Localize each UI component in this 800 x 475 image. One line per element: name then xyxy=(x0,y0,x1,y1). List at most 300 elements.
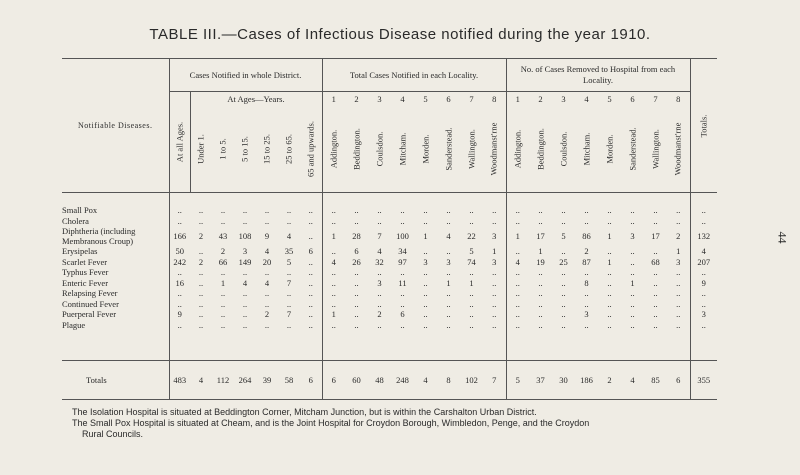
hosp-num-1: 1 xyxy=(515,94,520,104)
table-cell: .. xyxy=(331,246,336,257)
table-cell: 207 xyxy=(697,256,711,267)
table-cell: 22 xyxy=(467,231,476,241)
table-cell: .. xyxy=(701,205,706,216)
table-cell: 1 xyxy=(446,277,451,288)
table-cell: .. xyxy=(354,205,359,216)
table-cell: .. xyxy=(469,215,474,226)
table-cell: .. xyxy=(483,299,506,310)
table-cell: .. xyxy=(515,319,520,330)
table-cell: .. xyxy=(607,246,612,257)
table-cell: 4 xyxy=(190,361,212,400)
totals-col-label: Totals. xyxy=(698,114,709,137)
table-cell: .. xyxy=(515,277,520,288)
locality-col-4 xyxy=(414,106,437,193)
loc-num-2: 2 xyxy=(354,94,359,104)
table-cell: .. xyxy=(561,288,566,299)
locality-col-6 xyxy=(460,106,483,193)
table-cell: 35 xyxy=(284,246,294,257)
table-cell: .. xyxy=(377,298,382,309)
table-cell: .. xyxy=(354,309,359,320)
table-row xyxy=(62,226,717,246)
table-cell: .. xyxy=(242,205,248,216)
loc-num-6: 6 xyxy=(446,94,451,104)
locality-col-1 xyxy=(345,106,368,193)
table-cell: .. xyxy=(400,298,405,309)
table-cell: 4 xyxy=(414,361,437,400)
table-cell: .. xyxy=(584,215,589,226)
hospital-col-1 xyxy=(529,106,552,193)
table-cell: 68 xyxy=(651,256,660,267)
age-col-0 xyxy=(190,106,212,193)
table-cell: 7 xyxy=(286,277,292,288)
all-ages-label: At all Ages. xyxy=(174,121,184,163)
table-cell: .. xyxy=(667,288,690,299)
table-cell: .. xyxy=(469,319,474,330)
table-cell: .. xyxy=(607,288,612,299)
table-cell: .. xyxy=(630,205,635,216)
table-cell: .. xyxy=(300,216,322,227)
table-cell: 11 xyxy=(398,277,407,288)
table-cell: 6 xyxy=(667,361,690,400)
table-cell: .. xyxy=(198,319,204,330)
table-cell: .. xyxy=(264,205,270,216)
table-cell: .. xyxy=(331,267,336,278)
age-col-5 xyxy=(300,106,322,193)
footnote-isolation-hospital: The Isolation Hospital is situated at Beddington Corner, Mitcham Junction, but is within the Carshalton Urban District. xyxy=(72,407,537,417)
table-cell: .. xyxy=(653,215,658,226)
disease-name: Enteric Fever xyxy=(62,278,169,289)
table-cell: .. xyxy=(469,309,474,320)
table-cell: 483 xyxy=(169,361,190,400)
table-cell: 3 xyxy=(377,277,382,288)
table-cell: 1 xyxy=(331,309,336,320)
table-cell: .. xyxy=(423,298,428,309)
disease-name: Scarlet Fever xyxy=(62,257,169,268)
footnote-smallpox-hospital: The Small Pox Hospital is situated at Cheam, and is the Joint Hospital for Croydon Borough, Wimbledon, Penge, and the Croydon xyxy=(72,418,590,428)
table-cell: .. xyxy=(667,278,690,289)
table-cell: .. xyxy=(220,298,226,309)
table-cell: .. xyxy=(177,215,182,226)
table-cell: .. xyxy=(286,215,292,226)
footnotes xyxy=(72,407,772,440)
table-cell: .. xyxy=(584,205,589,216)
table-cell: .. xyxy=(515,215,520,226)
disease-name: Small Pox xyxy=(62,205,169,216)
table-cell: 7 xyxy=(286,309,292,320)
loc-num-5: 5 xyxy=(423,94,428,104)
table-cell: .. xyxy=(300,226,322,246)
table-cell: 20 xyxy=(262,256,272,267)
table-cell: .. xyxy=(584,298,589,309)
table-row xyxy=(62,205,717,216)
age-col-1-label: 1 to 5. xyxy=(217,138,228,160)
table-cell: 3 xyxy=(423,256,428,267)
table-cell: .. xyxy=(177,205,182,216)
table-cell: .. xyxy=(177,267,182,278)
table-cell: .. xyxy=(220,215,226,226)
table-cell: 8 xyxy=(584,277,589,288)
table-cell: .. xyxy=(701,267,706,278)
table-cell: .. xyxy=(538,277,543,288)
table-cell: 9 xyxy=(264,231,270,241)
table-cell: .. xyxy=(331,288,336,299)
loc-num-1: 1 xyxy=(331,94,336,104)
table-cell: .. xyxy=(446,298,451,309)
table-row xyxy=(62,288,717,299)
table-cell: 2 xyxy=(584,246,589,257)
table-cell: .. xyxy=(653,288,658,299)
table-cell: 1 xyxy=(538,246,543,257)
table-cell: .. xyxy=(198,298,204,309)
table-cell: .. xyxy=(515,246,520,257)
table-cell: .. xyxy=(561,319,566,330)
group-locality-header: Total Cases Notified in each Locality. xyxy=(322,59,506,92)
table-cell: .. xyxy=(377,215,382,226)
table-cell: .. xyxy=(177,288,182,299)
disease-name: Puerperal Fever xyxy=(62,309,169,320)
hosp-num-2: 2 xyxy=(538,94,543,104)
hospital-col-1-label: Beddington. xyxy=(535,128,545,170)
table-cell: 97 xyxy=(398,256,407,267)
age-col-1 xyxy=(212,106,234,193)
table-cell: .. xyxy=(538,205,543,216)
table-cell: .. xyxy=(286,205,292,216)
table-cell: 85 xyxy=(644,361,667,400)
table-cell: .. xyxy=(607,277,612,288)
table-cell: .. xyxy=(538,267,543,278)
hospital-col-2 xyxy=(552,106,575,193)
table-cell: .. xyxy=(242,215,248,226)
table-cell: .. xyxy=(701,298,706,309)
table-cell: 6 xyxy=(300,361,322,400)
table-cell: .. xyxy=(423,205,428,216)
age-col-4 xyxy=(278,106,300,193)
table-cell: .. xyxy=(630,215,635,226)
locality-col-6-label: Wallington. xyxy=(466,129,476,169)
disease-name: Erysipelas xyxy=(62,246,169,257)
hosp-num-4: 4 xyxy=(584,94,589,104)
table-cell: .. xyxy=(653,309,658,320)
table-cell: .. xyxy=(630,256,635,267)
group-hospital-header: No. of Cases Removed to Hospital from each Locality. xyxy=(506,59,690,92)
table-cell: 5 xyxy=(469,246,474,257)
disease-name: Continued Fever xyxy=(62,299,169,310)
table-cell: .. xyxy=(667,309,690,320)
table-cell: .. xyxy=(198,267,204,278)
hospital-col-4-label: Morden. xyxy=(604,134,614,164)
table-cell: .. xyxy=(354,267,359,278)
table-cell: 66 xyxy=(218,256,228,267)
table-cell: .. xyxy=(300,257,322,268)
table-cell: 7 xyxy=(483,361,506,400)
table-cell: 3 xyxy=(483,226,506,246)
table-cell: .. xyxy=(286,267,292,278)
table-cell: 1 xyxy=(607,256,612,267)
table-cell: 6 xyxy=(354,246,359,257)
table-cell: 3 xyxy=(630,231,635,241)
table-cell: 1 xyxy=(331,231,336,241)
hospital-col-0 xyxy=(506,106,529,193)
table-cell: .. xyxy=(377,205,382,216)
age-col-3-label: 15 to 25. xyxy=(261,134,272,164)
table-cell: .. xyxy=(377,319,382,330)
table-cell: .. xyxy=(630,246,635,257)
age-col-3 xyxy=(256,106,278,193)
table-cell: 3 xyxy=(667,257,690,268)
locality-col-3-label: Mitcham. xyxy=(397,132,407,166)
table-cell: 4 xyxy=(377,246,382,257)
table-cell: 6 xyxy=(400,309,405,320)
table-cell: .. xyxy=(354,319,359,330)
gap-row xyxy=(62,330,717,361)
table-cell: .. xyxy=(242,298,248,309)
table-cell: 17 xyxy=(651,231,660,241)
table-cell: 4 xyxy=(331,256,336,267)
hosp-num-5: 5 xyxy=(607,94,612,104)
table-cell: .. xyxy=(538,215,543,226)
table-cell: 3 xyxy=(446,256,451,267)
table-cell: 1 xyxy=(515,231,520,241)
spacer-row xyxy=(62,193,717,206)
table-cell: 112 xyxy=(212,361,234,400)
table-cell: .. xyxy=(515,288,520,299)
table-cell: .. xyxy=(400,267,405,278)
totals-column-header xyxy=(690,59,717,193)
table-cell: 4 xyxy=(701,246,706,257)
loc-num-3: 3 xyxy=(377,94,382,104)
hosp-num-3: 3 xyxy=(561,94,566,104)
table-cell: .. xyxy=(264,298,270,309)
table-cell: 1 xyxy=(469,277,474,288)
locality-col-3 xyxy=(391,106,414,193)
table-cell: .. xyxy=(220,288,226,299)
table-cell: .. xyxy=(446,205,451,216)
table-cell: 8 xyxy=(437,361,460,400)
table-cell: 2 xyxy=(198,256,204,267)
hospital-col-4 xyxy=(598,106,621,193)
table-cell: .. xyxy=(584,267,589,278)
table-cell: 149 xyxy=(238,256,252,267)
table-cell: 3 xyxy=(584,309,589,320)
table-cell: .. xyxy=(300,299,322,310)
table-row xyxy=(62,216,717,227)
hospital-col-7-label: Woodmanst'rne xyxy=(672,122,683,176)
table-cell: .. xyxy=(653,319,658,330)
locality-col-2-label: Coulsdon. xyxy=(374,131,384,167)
loc-num-8: 8 xyxy=(483,92,506,107)
table-cell: .. xyxy=(653,298,658,309)
notifiable-diseases-header: Notifiable Diseases. xyxy=(62,59,169,193)
table-cell: 43 xyxy=(218,231,228,241)
table-cell: .. xyxy=(300,278,322,289)
table-cell: 6 xyxy=(300,246,322,257)
disease-name: Plague xyxy=(62,320,169,331)
locality-col-7-label: Woodmanst'rne xyxy=(488,122,499,176)
table-cell: .. xyxy=(331,205,336,216)
table-cell: .. xyxy=(354,298,359,309)
table-cell: .. xyxy=(538,298,543,309)
age-col-2 xyxy=(234,106,256,193)
table-row xyxy=(62,278,717,289)
age-col-0-label: Under 1. xyxy=(195,134,206,164)
table-cell: .. xyxy=(400,288,405,299)
table-cell: 1 xyxy=(483,246,506,257)
table-cell: .. xyxy=(538,319,543,330)
table-cell: .. xyxy=(653,277,658,288)
table-cell: .. xyxy=(198,277,204,288)
table-cell: .. xyxy=(701,319,706,330)
table-cell: .. xyxy=(538,309,543,320)
table-cell: .. xyxy=(198,205,204,216)
locality-col-0 xyxy=(322,106,345,193)
table-cell: 1 xyxy=(667,246,690,257)
table-cell: .. xyxy=(423,309,428,320)
table-cell: .. xyxy=(331,298,336,309)
table-cell: 3 xyxy=(242,246,248,257)
table-cell: .. xyxy=(607,298,612,309)
table-cell: 2 xyxy=(198,231,204,241)
table-cell: 9 xyxy=(701,277,706,288)
table-cell: .. xyxy=(264,267,270,278)
table-cell: 5 xyxy=(561,231,566,241)
table-cell: .. xyxy=(446,288,451,299)
table-cell: .. xyxy=(198,215,204,226)
hospital-col-6 xyxy=(644,106,667,193)
table-cell: .. xyxy=(561,205,566,216)
table-cell: 37 xyxy=(529,361,552,400)
table-cell: 9 xyxy=(177,309,182,320)
table-cell: .. xyxy=(423,267,428,278)
table-cell: .. xyxy=(177,319,182,330)
table-cell: 39 xyxy=(256,361,278,400)
table-cell: 60 xyxy=(345,361,368,400)
hospital-col-2-label: Coulsdon. xyxy=(558,131,568,167)
table-cell: .. xyxy=(220,309,226,320)
loc-num-7: 7 xyxy=(469,94,474,104)
age-col-2-label: 5 to 15. xyxy=(239,136,250,162)
table-cell: .. xyxy=(377,288,382,299)
table-cell: .. xyxy=(300,205,322,216)
table-cell: .. xyxy=(446,246,451,257)
table-cell: 2 xyxy=(220,246,226,257)
hosp-num-7: 7 xyxy=(653,94,658,104)
table-cell: .. xyxy=(446,215,451,226)
table-cell: .. xyxy=(198,246,204,257)
table-cell: .. xyxy=(220,319,226,330)
table-cell: 16 xyxy=(175,277,184,288)
table-cell: .. xyxy=(286,298,292,309)
table-cell: .. xyxy=(469,267,474,278)
table-cell: .. xyxy=(469,288,474,299)
locality-col-4-label: Morden. xyxy=(420,134,430,164)
table-cell: 2 xyxy=(598,361,621,400)
table-cell: .. xyxy=(377,267,382,278)
hospital-col-3-label: Mitcham. xyxy=(581,132,591,166)
table-cell: .. xyxy=(331,215,336,226)
table-cell: .. xyxy=(300,288,322,299)
locality-col-5-label: Sanderstead. xyxy=(443,127,453,171)
table-row xyxy=(62,299,717,310)
table-cell: 86 xyxy=(582,231,591,241)
table-cell: .. xyxy=(630,309,635,320)
table-title: TABLE III.—Cases of Infectious Disease notified during the year 1910. xyxy=(149,26,651,43)
table-row xyxy=(62,246,717,257)
table-cell: .. xyxy=(561,298,566,309)
disease-name: Typhus Fever xyxy=(62,267,169,278)
loc-num-4: 4 xyxy=(400,94,405,104)
table-cell: .. xyxy=(561,267,566,278)
table-cell: .. xyxy=(469,205,474,216)
locality-col-1-label: Beddington. xyxy=(351,128,361,170)
table-cell: 108 xyxy=(238,231,252,241)
table-cell: .. xyxy=(400,215,405,226)
table-row xyxy=(62,320,717,331)
table-row xyxy=(62,309,717,320)
table-cell: 186 xyxy=(575,361,598,400)
table-cell: .. xyxy=(538,288,543,299)
table-cell: .. xyxy=(483,288,506,299)
table-cell: .. xyxy=(423,319,428,330)
table-cell: .. xyxy=(607,309,612,320)
table-cell: .. xyxy=(264,319,270,330)
table-cell: 17 xyxy=(536,231,545,241)
hospital-col-6-label: Wallington. xyxy=(650,129,660,169)
table-cell: 7 xyxy=(377,231,382,241)
table-cell: .. xyxy=(667,205,690,216)
table-cell: .. xyxy=(198,288,204,299)
table-cell: .. xyxy=(220,267,226,278)
footnote-smallpox-hospital-cont: Rural Councils. xyxy=(82,429,144,439)
hospital-col-5 xyxy=(621,106,644,193)
table-cell: .. xyxy=(446,267,451,278)
table-cell: .. xyxy=(423,277,428,288)
table-cell: 74 xyxy=(467,256,476,267)
table-cell: 102 xyxy=(460,361,483,400)
table-cell: 100 xyxy=(396,231,409,241)
table-cell: 4 xyxy=(621,361,644,400)
group-whole-district-header: Cases Notified in whole District. xyxy=(169,59,322,92)
table-cell: .. xyxy=(242,309,248,320)
table-cell: .. xyxy=(286,319,292,330)
table-cell: .. xyxy=(264,215,270,226)
table-cell: .. xyxy=(483,216,506,227)
totals-row xyxy=(62,361,717,400)
table-cell: .. xyxy=(264,288,270,299)
table-cell: .. xyxy=(354,288,359,299)
table-cell: .. xyxy=(483,205,506,216)
table-cell: 3 xyxy=(483,257,506,268)
table-cell: 87 xyxy=(582,256,591,267)
table-cell: .. xyxy=(300,320,322,331)
table-cell: .. xyxy=(446,319,451,330)
table-cell: 355 xyxy=(690,361,717,400)
table-cell: .. xyxy=(701,215,706,226)
table-cell: .. xyxy=(354,277,359,288)
table-cell: .. xyxy=(515,267,520,278)
hospital-col-5-label: Sanderstead. xyxy=(627,127,637,171)
table-cell: .. xyxy=(242,267,248,278)
locality-col-7 xyxy=(483,106,506,193)
table-cell: 30 xyxy=(552,361,575,400)
table-cell: .. xyxy=(701,288,706,299)
table-cell: .. xyxy=(220,205,226,216)
table-cell: .. xyxy=(607,267,612,278)
table-cell: 19 xyxy=(536,256,545,267)
table-cell: .. xyxy=(607,319,612,330)
table-cell: .. xyxy=(630,288,635,299)
table-cell: .. xyxy=(515,309,520,320)
table-cell: .. xyxy=(630,298,635,309)
